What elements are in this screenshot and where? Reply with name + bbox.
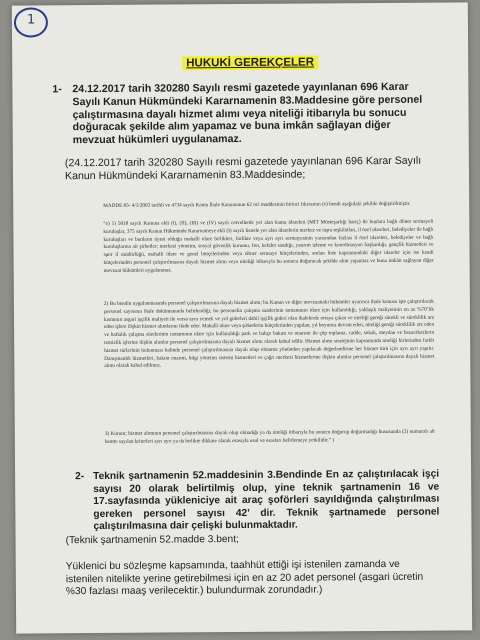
document-page — [12, 2, 472, 633]
item-2-quote: Yüklenici bu sözleşme kapsamında, taahhüt ettiği işi istenilen zamanda ve istenilen nitelikte yerine getirebilmesi için en az 20 adet personel (asgari ücretin %30 fazlası maaş verilecektir.) bulundurmak zorundadır.) — [65, 558, 424, 598]
madde-83-clause-1: “e) 1) 5018 sayılı Kanuna ekli (I), (II), (III) ve (IV) sayılı cetvellerde yer alan kamu idareleri (MİT Müsteşarlığı hariç) ile bunlara bağlı döner sermayeli kuruluşlar, 375 sayılı Kanun Hükmünde Kararnameye ekli (I) sayılı listede yer alan idarelerin merkez ve taşra teşkilatları, il özel idareleri, belediyeler ile bağlı kuruluşları ve bunların üyesi olduğu mahalli idare birlikleri, birlikte veya ayrı ayrı sermayesinin yarısından fazlası il özel idareleri, belediyeler ve bağlı kuruluşlarına ait şirketler; merkezi yönetim, sosyal güvenlik kurumu, fon, kefalet sandığı, yatırım izleme ve koordinasyon başkanlığı, gençlik hizmetleri ve spor il müdürlüğü, mahalli idare ve genel bütçelerinden veya döner sermaye bütçelerinden, anılan liste kapsamındaki diğer idareler için ise kendi bütçelerinden personel çalıştırılmasına dayalı hizmet alımı veya niteliği itibarıyla bu sonucu doğuracak şekilde alım yapamaz ve buna imkân sağlayan diğer mevzuat hükümleri uygulanmaz. — [103, 218, 434, 274]
page-number-mark — [14, 7, 48, 37]
item-1-text: 24.12.2017 tarih 320280 Sayılı resmi gazetede yayınlanan 696 Karar Sayılı Kanun Hükmündeki Kararnamenin 83.Maddesine göre personel çalıştırmasına dayalı hizmet alımı veya niteliği itibarıyla bu sonucu doğuracak şekilde alım yapamaz ve buna imkân sağlayan diğer mevzuat hükümleri uygulanamaz. — [72, 80, 423, 147]
item-1 — [52, 80, 434, 148]
madde-83-clause-2: 2) Bu bendin uygulanmasında personel çalıştırılmasına dayalı hizmet alımı; bu Kanun ve diğer mevzuattaki hükümler uyarınca ihale konusu işte çalıştırılacak personel sayısının ihale dokümanında belirlendiği, bu personelin çalışma saatlerinin tamamının idare için kullanıldığı, yaklaşık maliyetinin en az %70’lik kısmının asgari işçilik maliyeti ile varsa aynı yemek ve yol giderleri dahil işçilik gideri olan ihalelerde ortaya çıkan ve niteliği gereği sürekli ve süreklilik arz eden işlere ilişkin hizmet alımlarını ifade eder. Mahalli idare veya şirketlerin bütçelerinden yapılan, yıl boyunca devam eden, niteliği gereği süreklilik arz eden ve haftalık çalışma sürelerinin tamamının idare için kullanıldığı park ve bahçe bakım ve onarımı ile çöp toplama, cadde, sokak, meydan ve bezaerkezlerin temizlik işlerine ilişkin alımlar personel çalıştırılmasına dayalı hizmet alımı olarak kabul edilir. Hizmet alımı stratejinin kapsamında niteliği birlerinden farklı hizmet türlerinin bulunması halinde personel çalıştırılmasına dayalı olup olmama yönünden yapılacak değerlendirme her hizmet türü için ayrı ayrı yapılır. Danışmanlık hizmetleri, bakım onarım, bilgi yönetim sistemi hizmetleri ve çağrı merkezi hizmetlerine ilişkin alımlar personel çalıştırılmasına dayalı hizmet alımı olarak kabul edilmez. — [103, 298, 435, 370]
madde-83-clause-3: 3) Kurum; hizmet alımının personel çalıştırılmasına dayalı olup olmadığı ya da niteliği itibarıyla bu sonucu doğurup doğurmadığı hususunda (2) numaralı alt bentte sayılan kriterleri ayrı ayrı ya da birlikte dikkate alarak esasıyla usul ve esasları belirlemeye yetkilidir.” ) — [104, 428, 435, 445]
madde-83-heading: MADDE 83- 4/1/2002 tarihli ve 4734 sayılı Kamu İhale Kanununun 62 nci maddesinin birinci fıkrasının (e) bendi aşağıdaki şekilde değiştirilmiştir. — [103, 200, 411, 209]
item-2 — [75, 468, 440, 534]
item-2-number: 2- — [75, 471, 85, 483]
page-number-text: 1 — [26, 12, 36, 28]
item-2-text: Teknik şartnamenin 52.maddesinin 3.Bendinde En az çalıştırılacak işçi sayısı 20 olarak belirtilmiş olup, yine teknik şartnamenin 16 ve 17.sayfasında yükleniciye ait araç şoförleri sayıldığında çalıştırılması gereken personel sayısı 42’ dir. Teknik şartnamede personel çalıştırılmasına dair çelişki bulunmaktadır. — [93, 468, 440, 533]
item-1-reference: (24.12.2017 tarih 320280 Sayılı resmi gazetede yayınlanan 696 Karar Sayılı Kanun Hükmündeki Kararnamenin 83.Maddesinde; — [64, 154, 422, 183]
section-title: HUKUKİ GEREKÇELER — [182, 55, 318, 70]
item-1-number: 1- — [52, 83, 62, 96]
item-2-reference: (Teknik şartnamenin 52.madde 3.bent; — [65, 534, 239, 547]
